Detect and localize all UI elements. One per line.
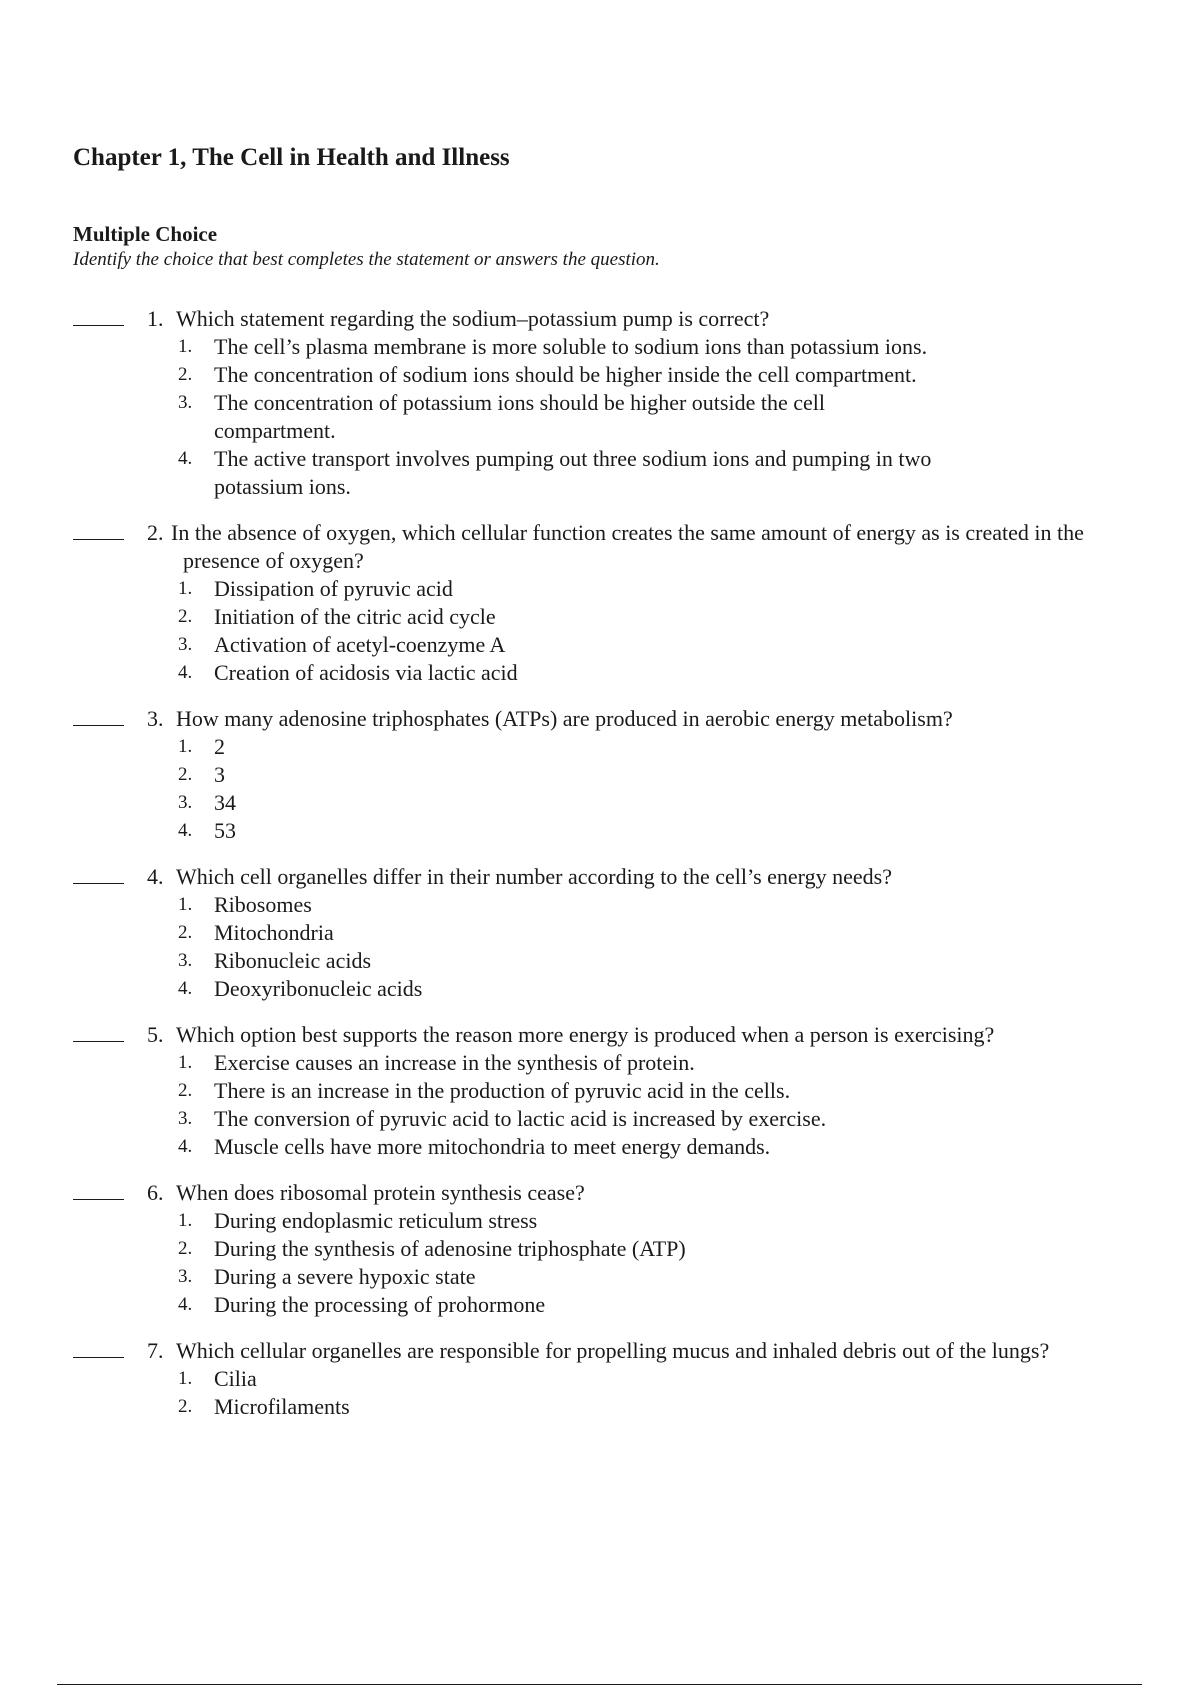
option-item — [0, 1105, 1200, 1133]
option-text: Deoxyribonucleic acids — [214, 976, 423, 1001]
option-item — [0, 575, 1200, 603]
option-item — [0, 1365, 1200, 1393]
option-text: Activation of acetyl-coenzyme A — [214, 632, 506, 657]
question-text: How many adenosine triphosphates (ATPs) are produced in aerobic energy metabolism? — [176, 706, 953, 731]
question-6 — [0, 1179, 1200, 1319]
question-number: 1. — [147, 306, 164, 331]
option-number: 2. — [178, 606, 193, 627]
option-list — [0, 575, 1200, 687]
option-item — [0, 761, 1200, 789]
option-number: 1. — [178, 1368, 193, 1389]
option-number: 1. — [178, 894, 193, 915]
option-text: There is an increase in the production of pyruvic acid in the cells. — [214, 1078, 791, 1103]
option-text: During the synthesis of adenosine triphosphate (ATP) — [214, 1236, 686, 1261]
option-text: Muscle cells have more mitochondria to meet energy demands. — [214, 1134, 771, 1159]
question-number: 2. — [147, 520, 164, 545]
option-list — [0, 1365, 1200, 1421]
question-number: 4. — [147, 864, 164, 889]
option-item — [0, 891, 1200, 919]
answer-blank[interactable] — [73, 883, 124, 884]
option-item — [0, 1263, 1200, 1291]
option-text: 34 — [214, 790, 236, 815]
option-item — [0, 445, 1200, 501]
option-number: 2. — [178, 764, 193, 785]
question-number: 5. — [147, 1022, 164, 1047]
option-text: The concentration of potassium ions should be higher outside the cell compartment. — [214, 390, 825, 443]
option-item — [0, 1077, 1200, 1105]
option-item — [0, 1133, 1200, 1161]
option-item — [0, 333, 1200, 361]
question-4 — [0, 863, 1200, 1003]
answer-blank[interactable] — [73, 725, 124, 726]
option-item — [0, 975, 1200, 1003]
chapter-title: Chapter 1, The Cell in Health and Illness — [73, 144, 510, 171]
question-text: Which statement regarding the sodium–potassium pump is correct? — [176, 306, 770, 331]
option-number: 1. — [178, 578, 193, 599]
option-text: Exercise causes an increase in the synthesis of protein. — [214, 1050, 695, 1075]
option-list — [0, 733, 1200, 845]
option-text: During the processing of prohormone — [214, 1292, 546, 1317]
question-list — [0, 305, 1200, 1439]
option-item — [0, 389, 1200, 445]
option-number: 4. — [178, 1294, 193, 1315]
option-item — [0, 733, 1200, 761]
option-list — [0, 1207, 1200, 1319]
option-number: 4. — [178, 448, 193, 469]
option-number: 2. — [178, 1238, 193, 1259]
option-item — [0, 789, 1200, 817]
option-item — [0, 1291, 1200, 1319]
option-item — [0, 631, 1200, 659]
option-item — [0, 947, 1200, 975]
question-number: 3. — [147, 706, 164, 731]
option-number: 3. — [178, 950, 193, 971]
option-number: 4. — [178, 1136, 193, 1157]
option-text: 3 — [214, 762, 225, 787]
answer-blank[interactable] — [73, 539, 124, 540]
option-number: 3. — [178, 1108, 193, 1129]
option-text: During a severe hypoxic state — [214, 1264, 476, 1289]
option-text: Ribosomes — [214, 892, 312, 917]
question-number: 7. — [147, 1338, 164, 1363]
option-number: 1. — [178, 1210, 193, 1231]
option-list — [0, 333, 1200, 501]
section-heading: Multiple Choice — [73, 222, 218, 246]
question-text: When does ribosomal protein synthesis cease? — [176, 1180, 585, 1205]
option-list — [0, 1049, 1200, 1161]
question-3 — [0, 705, 1200, 845]
option-text: 53 — [214, 818, 236, 843]
option-number: 2. — [178, 1396, 193, 1417]
answer-blank[interactable] — [73, 1041, 124, 1042]
option-item — [0, 603, 1200, 631]
option-item — [0, 1235, 1200, 1263]
option-list — [0, 891, 1200, 1003]
question-text: In the absence of oxygen, which cellular function creates the same amount of energy as is created in the presence of oxygen? — [171, 520, 1084, 573]
answer-blank[interactable] — [73, 325, 124, 326]
question-5 — [0, 1021, 1200, 1161]
option-number: 2. — [178, 922, 193, 943]
option-number: 2. — [178, 1080, 193, 1101]
section-instructions: Identify the choice that best completes the statement or answers the question. — [73, 249, 660, 270]
option-number: 2. — [178, 364, 193, 385]
question-7 — [0, 1337, 1200, 1421]
question-text: Which cell organelles differ in their number according to the cell’s energy needs? — [176, 864, 892, 889]
option-text: During endoplasmic reticulum stress — [214, 1208, 538, 1233]
option-number: 3. — [178, 634, 193, 655]
question-number: 6. — [147, 1180, 164, 1205]
option-item — [0, 1393, 1200, 1421]
question-2 — [0, 519, 1200, 687]
option-item — [0, 919, 1200, 947]
option-text: Mitochondria — [214, 920, 334, 945]
question-text: Which cellular organelles are responsible for propelling mucus and inhaled debris out of the lungs? — [176, 1338, 1050, 1363]
option-item — [0, 659, 1200, 687]
option-number: 3. — [178, 392, 193, 413]
option-text: Dissipation of pyruvic acid — [214, 576, 453, 601]
option-number: 4. — [178, 978, 193, 999]
option-number: 1. — [178, 1052, 193, 1073]
question-text: Which option best supports the reason more energy is produced when a person is exercising? — [176, 1022, 995, 1047]
footer-divider — [57, 1684, 1142, 1685]
option-text: The conversion of pyruvic acid to lactic acid is increased by exercise. — [214, 1106, 827, 1131]
option-text: Cilia — [214, 1366, 257, 1391]
option-number: 3. — [178, 1266, 193, 1287]
option-text: The concentration of sodium ions should be higher inside the cell compartment. — [214, 362, 917, 387]
option-text: Creation of acidosis via lactic acid — [214, 660, 518, 685]
option-item — [0, 1049, 1200, 1077]
answer-blank[interactable] — [73, 1199, 124, 1200]
option-text: 2 — [214, 734, 225, 759]
option-number: 1. — [178, 336, 193, 357]
option-text: Ribonucleic acids — [214, 948, 372, 973]
option-item — [0, 817, 1200, 845]
option-number: 4. — [178, 820, 193, 841]
answer-blank[interactable] — [73, 1357, 124, 1358]
option-item — [0, 1207, 1200, 1235]
option-number: 4. — [178, 662, 193, 683]
option-item — [0, 361, 1200, 389]
option-text: Initiation of the citric acid cycle — [214, 604, 496, 629]
option-number: 1. — [178, 736, 193, 757]
option-text: The cell’s plasma membrane is more soluble to sodium ions than potassium ions. — [214, 334, 928, 359]
option-number: 3. — [178, 792, 193, 813]
option-text: The active transport involves pumping out three sodium ions and pumping in two potassium ions. — [214, 446, 932, 499]
question-1 — [0, 305, 1200, 501]
option-text: Microfilaments — [214, 1394, 350, 1419]
